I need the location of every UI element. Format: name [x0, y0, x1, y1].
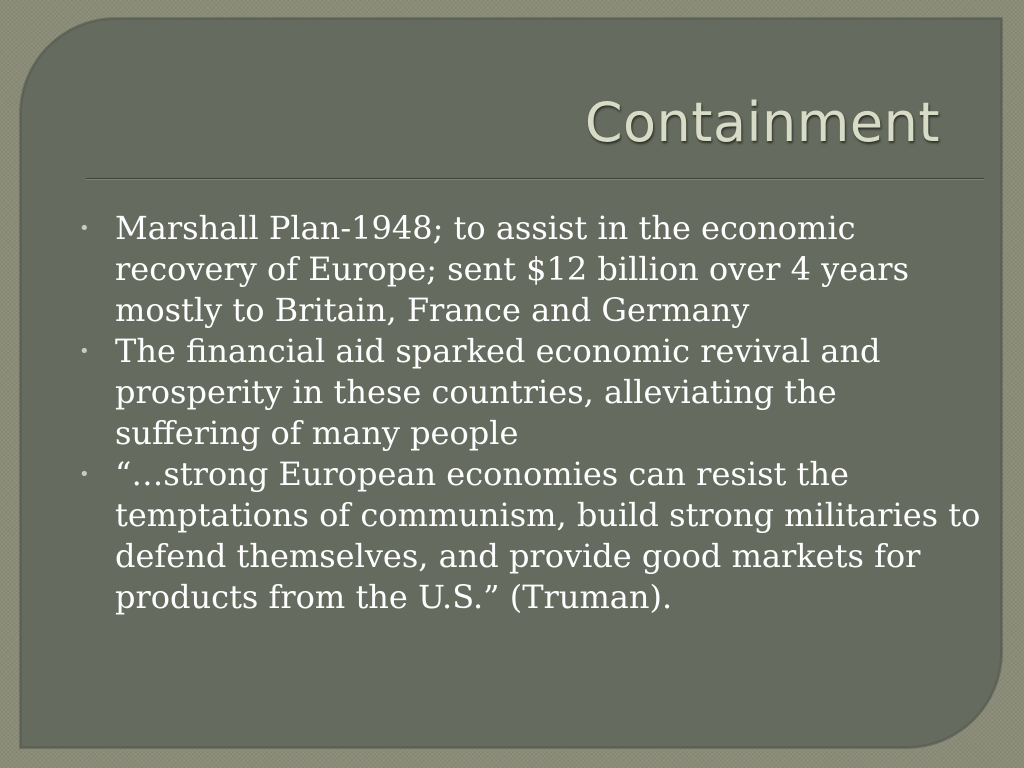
dot-bullet-icon: •	[79, 341, 90, 362]
dot-bullet-icon: •	[79, 464, 90, 485]
dot-bullet-icon: •	[79, 218, 90, 239]
bullet-text: The financial aid sparked economic revival and prosperity in these countries, alleviating the suffering of many people	[115, 332, 881, 452]
bullet-item	[76, 208, 986, 331]
bullet-text: Marshall Plan-1948; to assist in the economic recovery of Europe; sent $12 billion over 4 years mostly to Britain, France and Germany	[115, 209, 909, 329]
bullet-item	[76, 454, 986, 618]
bullet-text: “…strong European economies can resist the temptations of communism, build strong militaries to defend themselves, and provide good markets for products from the U.S.” (Truman).	[115, 455, 981, 616]
bullet-item	[76, 331, 986, 454]
slide-title: Containment	[584, 91, 940, 154]
bullet-list	[76, 208, 986, 618]
title-divider	[86, 178, 984, 180]
slide-panel	[20, 18, 1002, 748]
